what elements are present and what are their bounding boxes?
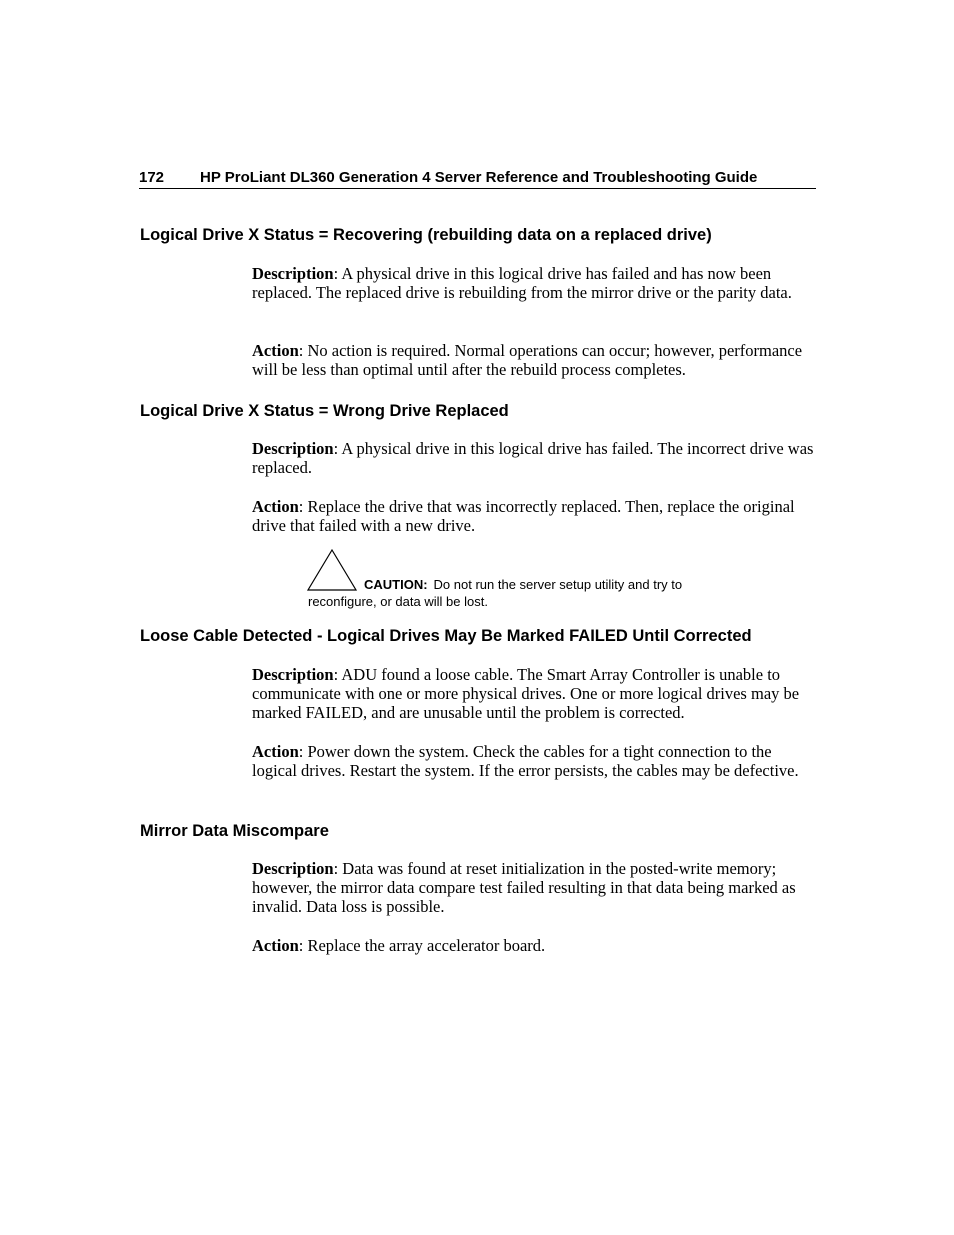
description-label: Description — [252, 439, 334, 458]
action-text: : Replace the drive that was incorrectly replaced. Then, replace the original drive that failed with a new drive. — [252, 497, 795, 536]
page-header — [139, 168, 816, 189]
action-text: : Replace the array accelerator board. — [298, 936, 546, 955]
description-text: : ADU found a loose cable. The Smart Array Controller is unable to communicate with one or more physical drives. One or more logical drives may be marked FAILED, and are unusable until the problem is corrected. — [252, 665, 800, 723]
description-label: Description — [252, 264, 334, 283]
caution-text-line1: Do not run the server setup utility and try to — [433, 577, 683, 592]
description-text: : A physical drive in this logical drive has failed and has now been replaced. The replaced drive is rebuilding from the mirror drive or the parity data. — [252, 264, 792, 303]
description-paragraph — [252, 859, 814, 917]
action-paragraph — [252, 742, 814, 780]
caution-note — [308, 577, 748, 610]
action-paragraph — [252, 341, 814, 379]
description-paragraph — [252, 264, 814, 302]
description-paragraph — [252, 439, 814, 477]
section-heading-loose-cable: Loose Cable Detected - Logical Drives May Be Marked FAILED Until Corrected — [140, 627, 752, 645]
section-heading-recovering: Logical Drive X Status = Recovering (rebuilding data on a replaced drive) — [140, 226, 712, 244]
caution-text-line2: reconfigure, or data will be lost. — [308, 593, 488, 609]
description-label: Description — [252, 859, 334, 878]
action-paragraph — [252, 936, 814, 955]
description-text: : A physical drive in this logical drive has failed. The incorrect drive was replaced. — [252, 439, 814, 478]
action-label: Action — [252, 742, 299, 761]
action-text: : No action is required. Normal operations can occur; however, performance will be less than optimal until after the rebuild process completes. — [252, 341, 803, 380]
document-title: HP ProLiant DL360 Generation 4 Server Reference and Troubleshooting Guide — [200, 169, 758, 186]
action-label: Action — [252, 341, 299, 360]
section-heading-mirror-data: Mirror Data Miscompare — [140, 822, 329, 840]
caution-label: CAUTION: — [364, 577, 428, 592]
description-label: Description — [252, 665, 334, 684]
action-label: Action — [252, 936, 299, 955]
action-paragraph — [252, 497, 814, 535]
section-heading-wrong-drive: Logical Drive X Status = Wrong Drive Replaced — [140, 402, 509, 420]
action-label: Action — [252, 497, 299, 516]
page-number: 172 — [139, 169, 165, 186]
description-paragraph — [252, 665, 814, 723]
action-text: : Power down the system. Check the cables for a tight connection to the logical drives. Restart the system. If the error persists, the cables may be defective. — [252, 742, 799, 781]
description-text: : Data was found at reset initialization in the posted-write memory; however, the mirror data compare test failed resulting in that data being marked as invalid. Data loss is possible. — [252, 859, 796, 917]
